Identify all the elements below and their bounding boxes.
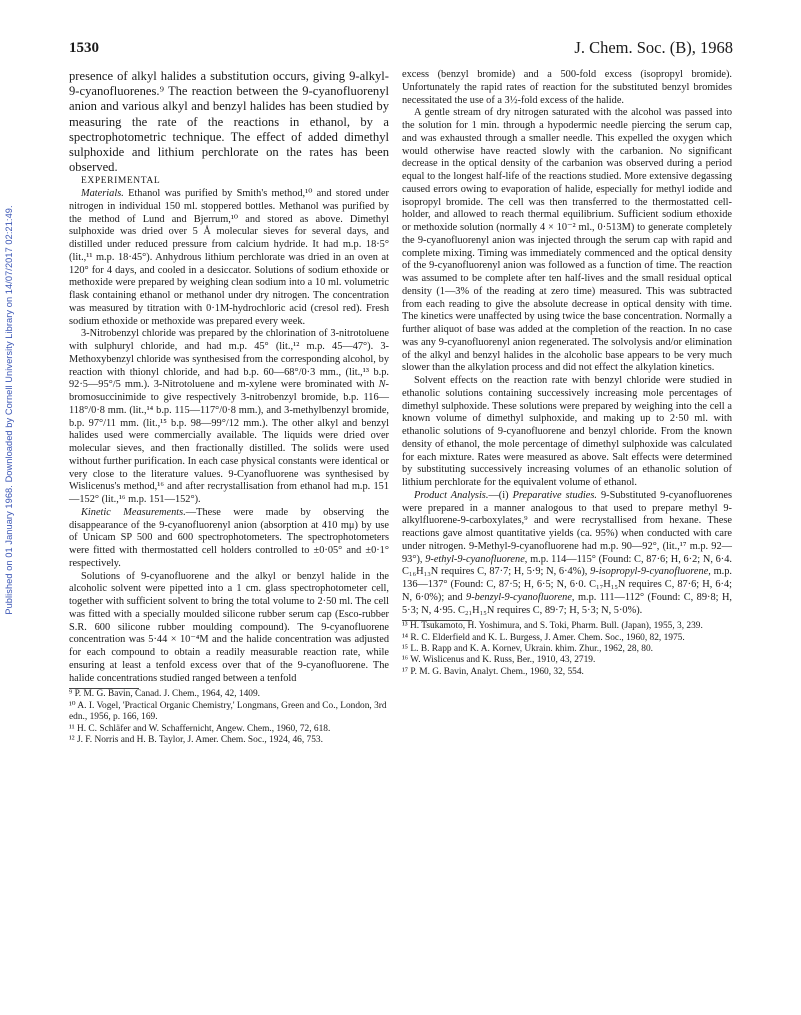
nitro-text-a: 3-Nitrobenzyl chloride was prepared by the chlorination of 3-nitrotoluene with sulphuryl chloride, and had m.p. 45° (lit.,¹² m.p. 45—47°). 3-Methoxybenzyl chloride was synthesised from the corresponding alcohol, by reaction with thionyl chloride, and had b.p. 60—68°/0·3 mm., (lit.,¹³ b.p. 92·5—95°/5 mm.). 3-Nitrotoluene and m-xylene were brominated with: [69, 328, 389, 391]
footnote: ¹² J. F. Norris and H. B. Taylor, J. Amer. Chem. Soc., 1924, 46, 753.: [69, 735, 323, 746]
section-heading-experimental: EXPERIMENTAL: [81, 176, 161, 187]
footnote: ¹¹ H. C. Schläfer and W. Schaffernicht, Angew. Chem., 1960, 72, 618.: [69, 723, 331, 734]
footnote: ¹⁵ L. B. Rapp and K. A. Kornev, Ukrain. khim. Zhur., 1962, 28, 80.: [402, 644, 654, 655]
compound-name: 9-isopropyl-9-cyanofluorene: [590, 566, 709, 578]
materials-title: Materials.: [81, 188, 124, 200]
footnote: ¹⁶ W. Wislicenus and K. Russ, Ber., 1910, 43, 2719.: [402, 655, 596, 666]
product-subtitle: Preparative studies.: [512, 489, 597, 501]
kinetic-text: —These were made by observing the disappearance of the 9-cyanofluorenyl anion (absorption at 410 mμ) by use of Unicam SP 500 and 600 spectrophotometers. The spectrophotometers were fitted with thermostatted cell holders controlled to ±0·05° and ±0·1° respectively.: [69, 506, 389, 569]
kinetic-title: Kinetic Measurements.: [81, 506, 186, 518]
nitro-italic: N: [378, 379, 386, 391]
footnote: ¹⁰ A. I. Vogel, 'Practical Organic Chemistry,' Longmans, Green and Co., London, 3rd edn., 1956, p. 166, 169.: [69, 700, 387, 723]
continued-paragraph: excess (benzyl bromide) and a 500-fold excess (isopropyl bromide). Unfortunately the rapid rates of reaction for the substituted benzyl bromides necessitated the use of a 3½-fold excess of the halide.: [402, 69, 732, 106]
running-header: J. Chem. Soc. (B), 1968: [574, 38, 733, 57]
download-watermark: [2, 180, 16, 640]
solutions-paragraph: Solutions of 9-cyanofluorene and the alkyl or benzyl halide in the alcoholic solvent were pipetted into a 1 cm. glass spectrophotometer cell, together with sufficient solvent to bring the total volume to 2·50 ml. The cell was fitted with a specially moulded silicone rubber serum cap (Esco-rubber S.R. 600 silicone rubber moulding compound). The 9-cyanofluorene concentration was 5·44 × 10⁻⁴M and the halide concentration was adjusted for each compound to obtain a readily measurable reaction rate, while ensuring at least a tenfold excess over that of the 9-cyanofluorene. The halide concentrations studied ranged between a tenfold: [69, 570, 389, 684]
intro-paragraph: presence of alkyl halides a substitution occurs, giving 9-alkyl-9-cyanofluorenes.⁹ The reaction between the 9-cyanofluorenyl anion and various alkyl and benzyl halides has been studied by measuring the rate of the reactions in ethanol, by a spectrophotometric technique. The effect of added dimethyl sulphoxide and lithium perchlorate on the rates has been observed.: [69, 69, 389, 175]
right-column: [402, 69, 732, 678]
footnotes-left: [69, 689, 389, 746]
footnote: ⁹ P. M. G. Bavin, Canad. J. Chem., 1964, 42, 1409.: [69, 689, 261, 700]
page-number: 1530: [69, 40, 99, 56]
degassing-paragraph: A gentle stream of dry nitrogen saturated with the alcohol was passed into the solution for 1 min. through a hypodermic needle piercing the serum cap, and was exhausted through a smaller needle. This expelled the oxygen which would otherwise have reacted slowly with the carbanion. No significant decrease in the optical density of the carbanion was observed during a period equal to the longest half-life of the reactions studied. More extensive degassing caused errors owing to evaporation of halide, especially for methyl iodide and isopropyl bromide. The cell was then transferred to the thermostatted cell-holder, and allowed to reach thermal equilibrium. Sufficient sodium ethoxide or methoxide solution (normally 4 × 10⁻² ml., 0·513M) to generate completely the 9-cyanofluorenyl anion was injected through the serum cap with rapid and complete mixing. Timing was immediately commenced and the optical density of the 9-cyanofluorenyl anion was followed as a function of time. The reaction was assumed to be complete after ten half-lives and the small residual optical density (1—3% of the reading at zero time) measured. This was subtracted from each reading to give the absolute decrease in optical density with time. The kinetics were unaffected by using twice the base concentration. Normally a further aliquot of base was added at the completion of the reaction. In no case was any 9-cyanofluorenyl anion regenerated. The solvolysis and/or elimination of the alkyl and benzyl halides in the alcoholic base appears to be very much slower than the alkylation process and did not effect the alkylation kinetics.: [402, 107, 732, 374]
materials-paragraph: [69, 188, 389, 328]
product-title: Product Analysis.: [414, 489, 489, 501]
footnote: ¹³ H. Tsukamoto, H. Yoshimura, and S. Toki, Pharm. Bull. (Japan), 1955, 3, 239.: [402, 621, 703, 632]
materials-text: Ethanol was purified by Smith's method,¹⁰ and stored under nitrogen in individual 150 ml. stoppered bottles. Methanol was purified by the method of Lund and Bjerrum,¹⁰ and stored as above. Dimethyl sulphoxide was dried over 5 Å molecular sieves for several days, and distilled under reduced pressure from calcium hydride. It had m.p. 18·5° (lit.,¹¹ m.p. 18·45°). Anhydrous lithium perchlorate was dried in an oven at 120° for 4 days, and cooled in a desiccator. Solutions of sodium ethoxide or methoxide were prepared by weighing clean sodium into a 10 ml. volumetric flask containing ethanol or methanol under dry nitrogen. The concentration was measured by titration with 0·1M-hydrochloric acid (cresol red). Fresh sodium ethoxide or methoxide was prepared every week.: [69, 188, 389, 327]
product-analysis-paragraph: [402, 490, 732, 618]
nitro-text-b: -bromosuccinimide to give respectively 3-nitrobenzyl bromide, b.p. 116—118°/0·8 mm. (lit.,¹⁴ b.p. 115—117°/0·8 mm.), and 3-methylbenzyl bromide, b.p. 97°/11 mm. (lit.,¹⁵ b.p. 98—99°/12 mm.). The other alkyl and benzyl halides used were commercially available. The liquids were dried over molecular sieves, and then fractionally distilled. The solids were used without further purification. In each case physical constants were identical or very close to the literature values. 9-Cyanofluorene was synthesised by Wislicenus's method,¹⁶ and after recrystallisation from ethanol had m.p. 151—152° (lit.,¹⁶ m.p. 151—152°).: [69, 379, 389, 506]
product-text-b: , m.p. 114—115° (Found: C, 87·6; H, 6·2; N, 6·4. C₁₆H₁₃N requires C, 87·7; H, 5·9; N, 6·4%),: [402, 553, 732, 578]
footnote: ¹⁷ P. M. G. Bavin, Analyt. Chem., 1960, 32, 554.: [402, 666, 584, 677]
compound-name: 9-benzyl-9-cyanofluorene: [466, 591, 572, 603]
nitrobenzyl-paragraph: [69, 328, 389, 507]
footnote: ¹⁴ R. C. Elderfield and K. L. Burgess, J. Amer. Chem. Soc., 1960, 82, 1975.: [402, 632, 685, 643]
solvent-effects-paragraph: Solvent effects on the reaction rate with benzyl chloride were studied in ethanolic solutions containing successively increasing mole percentages of dimethyl sulphoxide. These solutions were prepared by weighing into the cell a known volume of dimethyl sulphoxide, and making up to 2·50 ml. with ethanolic solutions of 9-cyanofluorene and benzyl chloride. From the known density of ethanol, the mole percentage of dimethyl sulphoxide was calculated for each mixture. Rates were measured as above. Salt effects were determined by substituting successively increasing volumes of an ethanolic solution of lithium perchlorate for the equivalent volume of ethanol.: [402, 375, 732, 488]
compound-name: 9-ethyl-9-cyanofluorene: [425, 553, 525, 565]
product-text-a: 9-Substituted 9-cyanofluorenes were prepared in a manner analogous to that used to prepare methyl 9-alkylfluorene-9-carboxylates,⁹ and were recrystallised from hexane. These reactions gave almost quantitative yields (ca. 95%) when conducted with care under nitrogen. 9-Methyl-9-cyanofluorene had m.p. 90—92°, (lit.,¹⁷ m.p. 92—93°),: [402, 489, 732, 565]
kinetic-paragraph: [69, 507, 389, 571]
product-text-c: , m.p. 136—137° (Found: C, 87·5; H, 6·5; N, 6·0. C₁₇H₁₅N requires C, 87·6; H, 6·4; N, 6·0%); and: [402, 566, 733, 603]
product-text-d: , m.p. 111—112° (Found: C, 89·8; H, 5·3; N, 4·95. C₂₁H₁₅N requires C, 89·7; H, 5·3; N, 5·0%).: [402, 591, 732, 616]
footnotes-right: [402, 621, 732, 678]
product-dash: —(i): [488, 489, 513, 501]
left-column: [69, 69, 389, 746]
watermark-text: Published on 01 January 1968. Downloaded by Cornell University Library on 14/07/2017 02:21:49.: [4, 205, 14, 615]
